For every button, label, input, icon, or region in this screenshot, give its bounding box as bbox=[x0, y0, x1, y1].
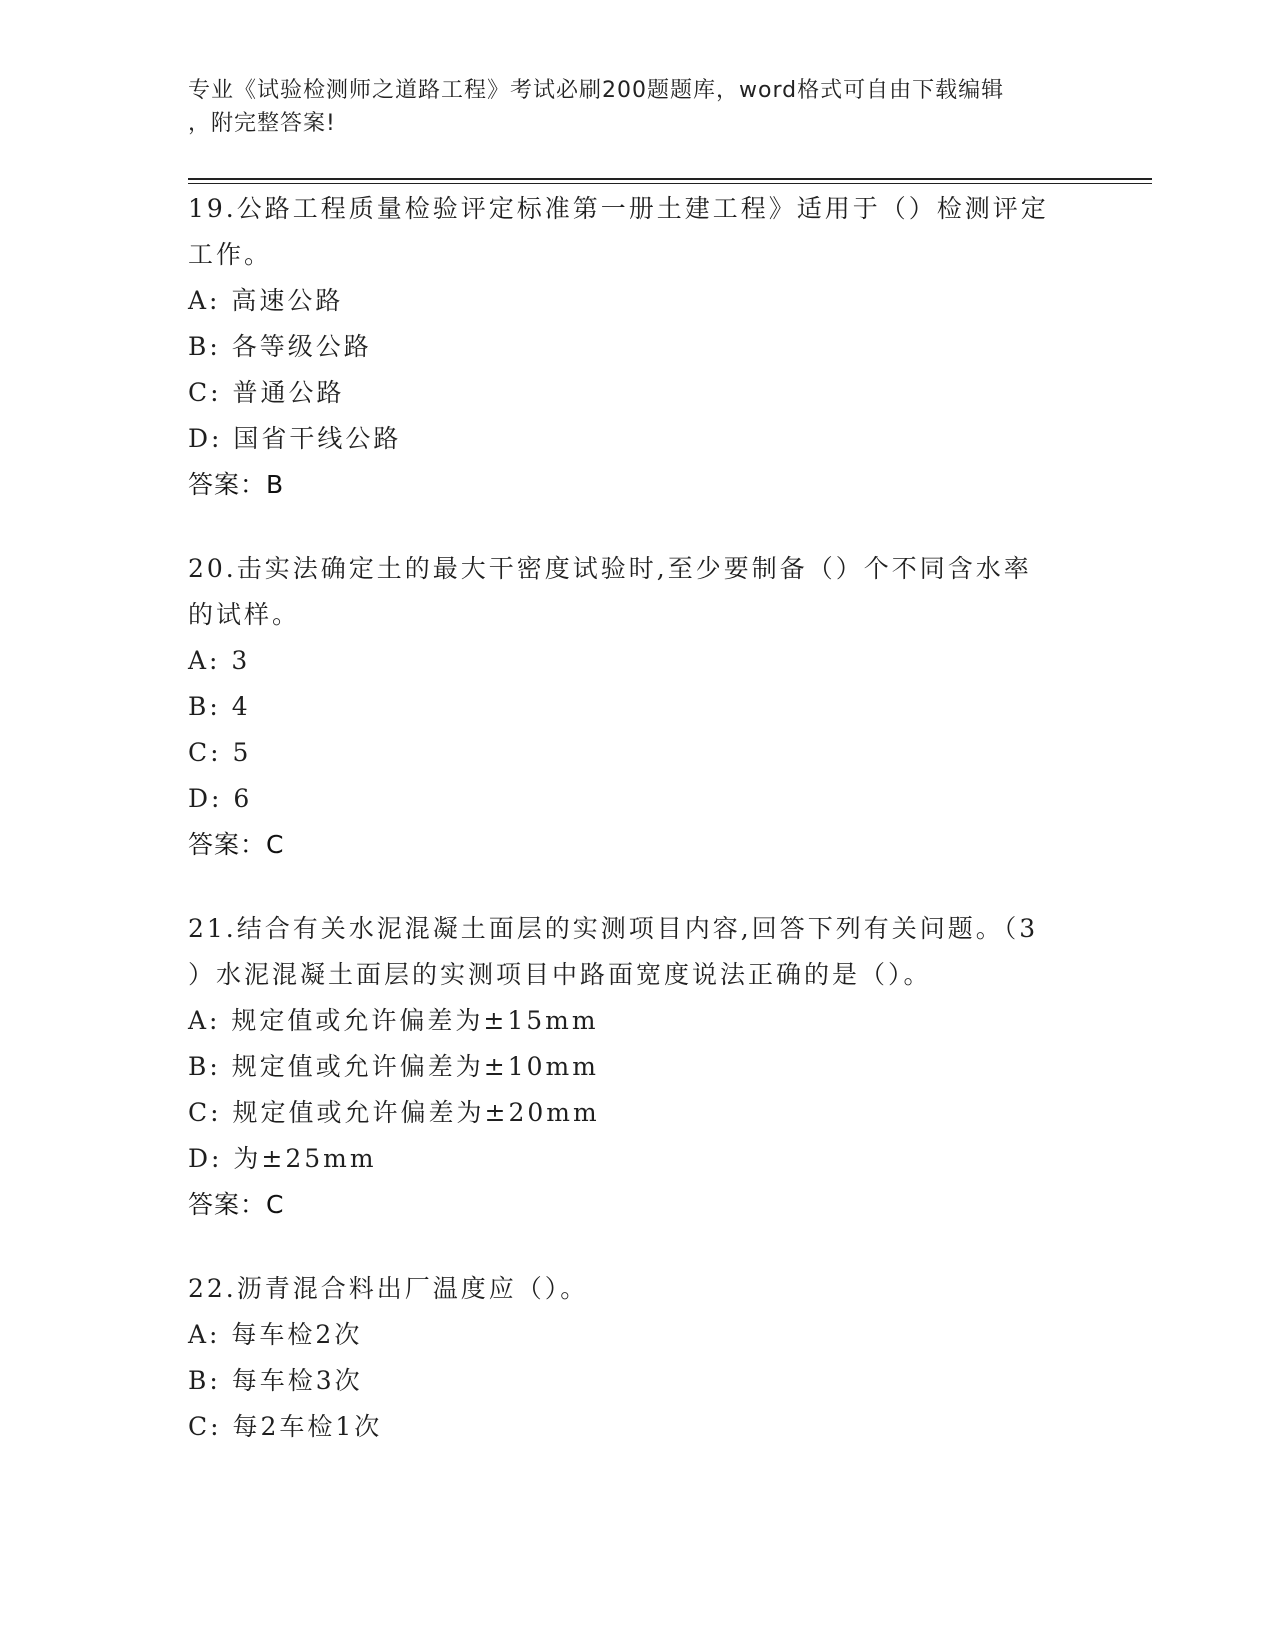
option-a: A: 高速公路 bbox=[188, 286, 344, 315]
option-a: A: 3 bbox=[188, 646, 251, 675]
question-stem-line: 20.击实法确定土的最大干密度试验时,至少要制备（）个不同含水率 bbox=[188, 554, 1032, 583]
option-d: D: 国省干线公路 bbox=[188, 424, 402, 453]
question-21 bbox=[188, 906, 1088, 1228]
answer-line: 答案：C bbox=[188, 1190, 285, 1219]
question-stem-line: 22.沥青混合料出厂温度应（）。 bbox=[188, 1274, 589, 1303]
header-line-2: ，附完整答案! bbox=[188, 111, 336, 136]
option-a: A: 每车检2次 bbox=[188, 1320, 363, 1349]
question-stem-line: 21.结合有关水泥混凝土面层的实测项目内容,回答下列有关问题。（3 bbox=[188, 914, 1039, 943]
answer-line: 答案：B bbox=[188, 470, 285, 499]
option-b: B: 4 bbox=[188, 692, 251, 721]
question-19 bbox=[188, 186, 1088, 508]
question-stem-line: 19.公路工程质量检验评定标准第一册土建工程》适用于（）检测评定 bbox=[188, 194, 1049, 223]
header-line-1: 专业《试验检测师之道路工程》考试必刷200题题库，word格式可自由下载编辑 bbox=[188, 78, 1005, 103]
option-c: C: 规定值或允许偏差为±20mm bbox=[188, 1098, 600, 1127]
option-b: B: 规定值或允许偏差为±10mm bbox=[188, 1052, 599, 1081]
question-stem-line: 的试样。 bbox=[188, 600, 301, 629]
question-stem bbox=[188, 1266, 1088, 1312]
header-rule-thick bbox=[188, 178, 1152, 180]
question-stem-line: ）水泥混凝土面层的实测项目中路面宽度说法正确的是（）。 bbox=[188, 960, 932, 989]
question-22 bbox=[188, 1266, 1088, 1450]
option-c: C: 每2车检1次 bbox=[188, 1412, 383, 1441]
question-20 bbox=[188, 546, 1088, 868]
question-stem bbox=[188, 906, 1088, 998]
option-b: B: 每车检3次 bbox=[188, 1366, 363, 1395]
option-d: D: 为±25mm bbox=[188, 1144, 377, 1173]
option-b: B: 各等级公路 bbox=[188, 332, 372, 361]
document-header bbox=[188, 74, 1088, 140]
question-stem-line: 工作。 bbox=[188, 240, 273, 269]
option-c: C: 5 bbox=[188, 738, 252, 767]
option-d: D: 6 bbox=[188, 784, 253, 813]
answer-line: 答案：C bbox=[188, 830, 285, 859]
option-c: C: 普通公路 bbox=[188, 378, 345, 407]
question-stem bbox=[188, 186, 1088, 278]
header-rule-thin bbox=[188, 183, 1152, 184]
option-a: A: 规定值或允许偏差为±15mm bbox=[188, 1006, 599, 1035]
question-stem bbox=[188, 546, 1088, 638]
